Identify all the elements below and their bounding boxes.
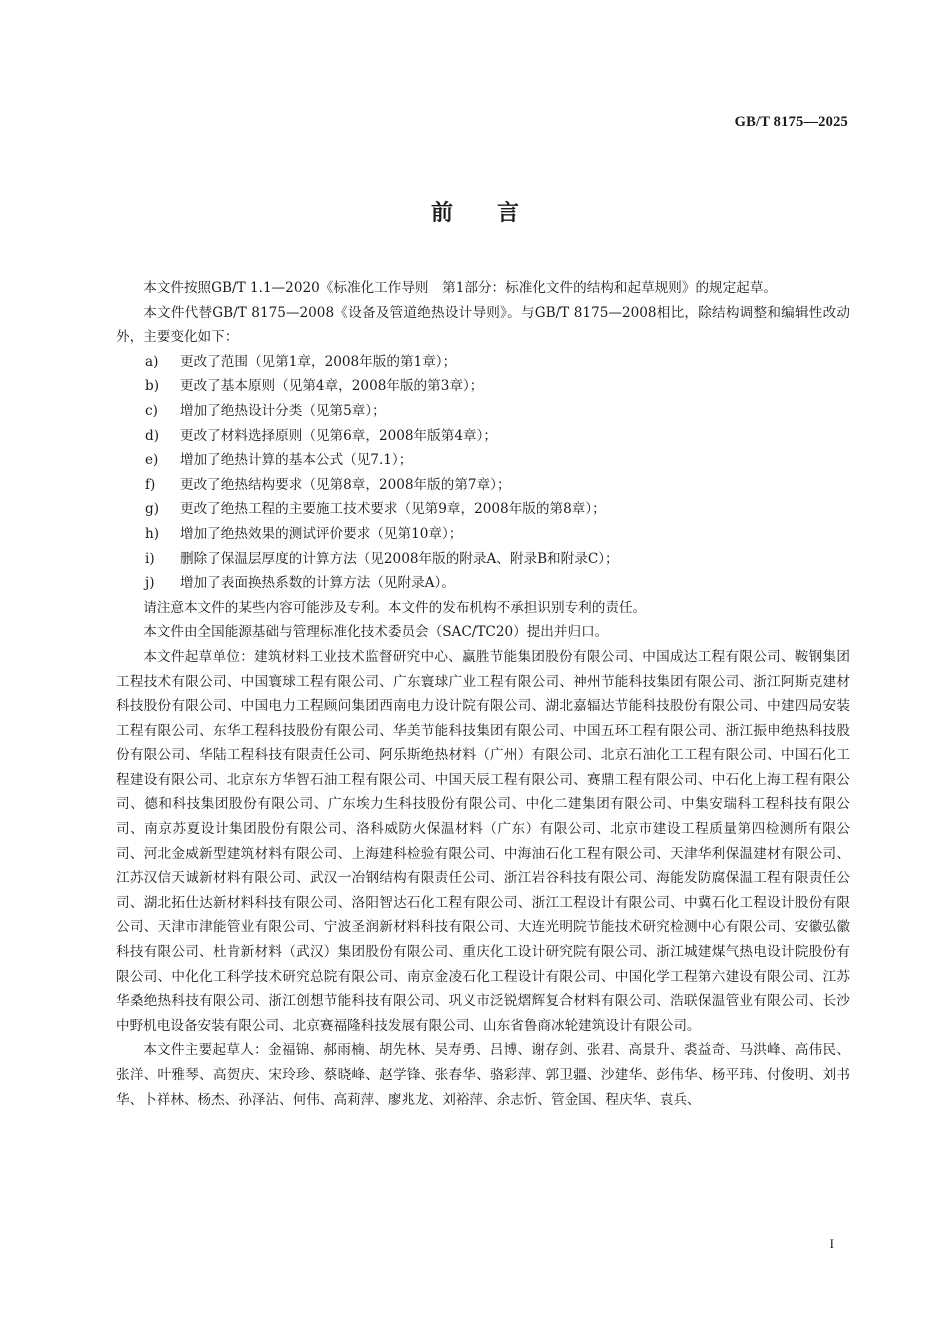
changes-list <box>116 350 850 596</box>
standard-code: GB/T 8175—2025 <box>734 114 848 130</box>
list-item <box>116 374 850 399</box>
list-marker: h) <box>145 525 160 542</box>
list-text: 更改了基本原则（见第4章，2008年版的第3章）； <box>180 378 484 395</box>
list-text: 更改了绝热结构要求（见第8章，2008年版的第7章）； <box>180 476 511 493</box>
list-text: 更改了绝热工程的主要施工技术要求（见第9章，2008年版的第8章）； <box>180 501 606 518</box>
page-number: I <box>829 1236 834 1251</box>
list-item <box>116 448 850 473</box>
list-text: 增加了表面换热系数的计算方法（见附录A）。 <box>180 575 455 592</box>
list-marker: b) <box>145 378 160 395</box>
drafters-paragraph: 本文件主要起草人：金福锦、郝雨楠、胡先林、吴寿勇、吕博、谢存剑、张君、高景升、裘益奇、马洪峰、高伟民、张洋、叶雅琴、高贺庆、宋玲珍、蔡晓峰、赵学锋、张春华、骆彩萍、郭卫疆、沙建华、彭伟华、杨平玮、付俊明、刘书华、卜祥林、杨杰、孙泽沾、何伟、高莉萍、廖兆龙、刘裕萍、余志忻、管金国、程庆华、袁兵、 <box>116 1042 850 1108</box>
list-marker: i) <box>145 550 155 567</box>
list-text: 增加了绝热效果的测试评价要求（见第10章）； <box>180 525 463 542</box>
list-marker: e) <box>145 452 159 469</box>
list-marker: g) <box>145 501 160 518</box>
list-item <box>116 571 850 596</box>
proposer-paragraph: 本文件由全国能源基础与管理标准化技术委员会（SAC/TC20）提出并归口。 <box>143 624 609 641</box>
list-text: 增加了绝热计算的基本公式（见7.1）； <box>180 452 413 469</box>
list-item <box>116 350 850 375</box>
drafting-units-paragraph: 本文件起草单位：建筑材料工业技术监督研究中心、赢胜节能集团股份有限公司、中国成达工程有限公司、鞍钢集团工程技术有限公司、中国寰球工程有限公司、广东寰球广业工程有限公司、神州节能科技集团有限公司、浙江阿斯克建材科技股份有限公司、中国电力工程顾问集团西南电力设计院有限公司、湖北嘉辐达节能科技股份有限公司、中建四局安装工程有限公司、东华工程科技股份有限公司、华美节能科技集团有限公司、中国五环工程有限公司、浙江振申绝热科技股份有限公司、华陆工程科技有限责任公司、阿乐斯绝热材料（广州）有限公司、北京石油化工工程有限公司、中国石化工程建设有限公司、北京东方华智石油工程有限公司、中国天辰工程有限公司、赛鼎工程有限公司、中石化上海工程有限公司、德和科技集团股份有限公司、广东埃力生科技股份有限公司、中化二建集团有限公司、中集安瑞科工程科技有限公司、南京苏夏设计集团股份有限公司、洛科威防火保温材料（广东）有限公司、北京市建设工程质量第四检测所有限公司、河北金威新型建筑材料有限公司、上海建科检验有限公司、中海油石化工程有限公司、天津华利保温建材有限公司、江苏汉信天诚新材料有限公司、武汉一冶钢结构有限责任公司、浙江岩谷科技有限公司、海能发防腐保温工程有限责任公司、湖北拓仕达新材料科技有限公司、洛阳智达石化工程有限公司、浙江工程设计有限公司、中冀石化工程设计股份有限公司、天津市津能管业有限公司、宁波圣润新材料科技有限公司、大连光明院节能技术研究检测中心有限公司、安徽弘徽科技有限公司、杜肯新材料（武汉）集团股份有限公司、重庆化工设计研究院有限公司、浙江城建煤气热电设计院股份有限公司、中化化工科学技术研究总院有限公司、南京金凌石化工程设计有限公司、中国化学工程第六建设有限公司、江苏华桑绝热科技有限公司、浙江创想节能科技有限公司、巩义市泛锐熠辉复合材料有限公司、浩联保温管业有限公司、长沙中野机电设备安装有限公司、北京赛福隆科技发展有限公司、山东省鲁商冰轮建筑设计有限公司。 <box>116 648 850 1034</box>
page-title: 前言 <box>430 201 563 226</box>
patent-note: 请注意本文件的某些内容可能涉及专利。本文件的发布机构不承担识别专利的责任。 <box>143 599 647 616</box>
list-text: 更改了材料选择原则（见第6章，2008年版第4章）； <box>180 427 497 444</box>
list-text: 更改了范围（见第1章，2008年版的第1章）； <box>180 353 457 370</box>
list-item <box>116 473 850 498</box>
list-item <box>116 497 850 522</box>
intro-paragraph-2: 本文件代替GB/T 8175—2008《设备及管道绝热设计导则》。与GB/T 8175—2008相比，除结构调整和编辑性改动外，主要变化如下： <box>116 304 850 346</box>
list-item <box>116 547 850 572</box>
list-marker: d) <box>145 427 160 444</box>
list-marker: a) <box>145 353 159 370</box>
list-marker: c) <box>145 402 158 419</box>
list-text: 删除了保温层厚度的计算方法（见2008年版的附录A、附录B和附录C）； <box>180 550 619 567</box>
list-marker: f) <box>145 476 156 493</box>
list-marker: j) <box>145 575 155 592</box>
list-text: 增加了绝热设计分类（见第5章）； <box>180 402 386 419</box>
list-item <box>116 522 850 547</box>
document-body <box>116 276 850 1112</box>
list-item <box>116 399 850 424</box>
intro-paragraph-1: 本文件按照GB/T 1.1—2020《标准化工作导则 第1部分：标准化文件的结构和起草规则》的规定起草。 <box>143 280 778 296</box>
list-item <box>116 424 850 449</box>
